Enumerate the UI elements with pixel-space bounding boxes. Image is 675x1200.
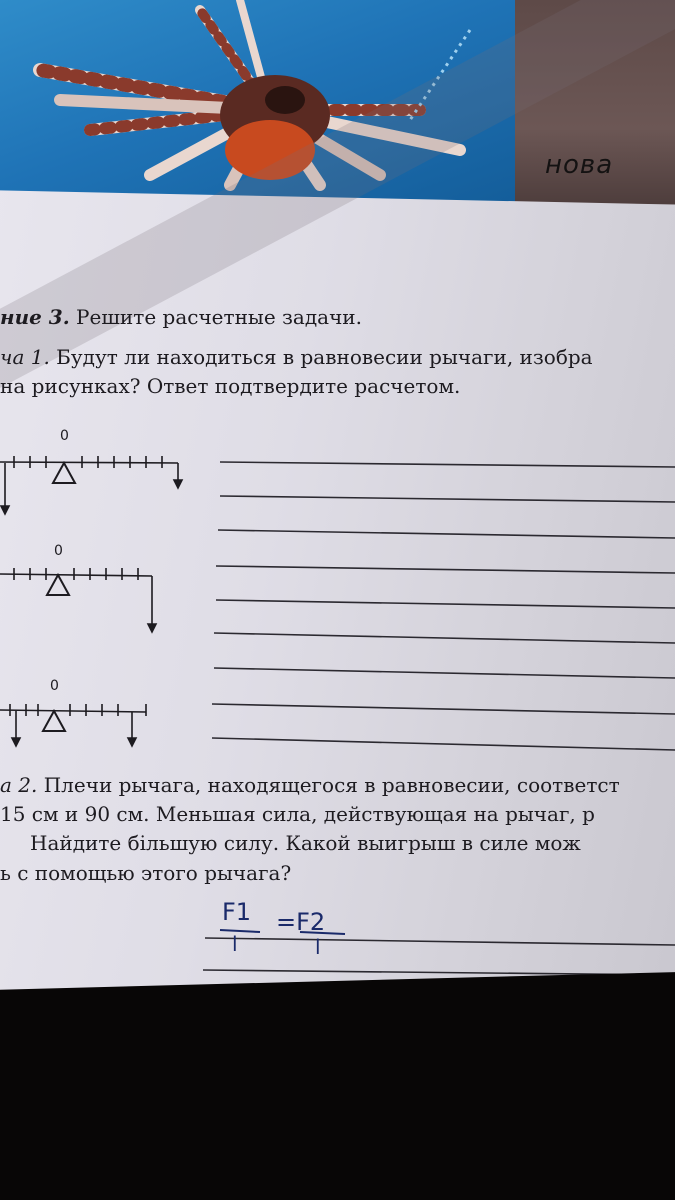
task2-line2: 15 см и 90 см. Меньшая сила, действующая на рычаг, р	[0, 802, 595, 826]
lever-1	[0, 456, 182, 514]
task2-line1: а 2. Плечи рычага, находящегося в равновесии, соответст	[0, 773, 620, 797]
handwritten-l2: l	[315, 935, 321, 959]
task2-line4: ь с помощью этого рычага?	[0, 861, 292, 885]
dark-foreground	[0, 972, 675, 1200]
cover-handwriting: нова	[545, 150, 614, 180]
answer-line	[218, 530, 675, 538]
answer-line	[214, 633, 675, 643]
answer-line	[212, 704, 675, 714]
task2-line3: Найдите бiльшую силу. Какой выигрыш в силе мож	[30, 831, 581, 855]
lever-3	[0, 704, 146, 746]
lever-2	[0, 568, 156, 632]
handwritten-f1: F1	[222, 898, 252, 926]
answer-line	[216, 600, 675, 608]
answer-line	[214, 668, 675, 678]
answer-line	[220, 496, 675, 502]
answer-line	[205, 938, 675, 945]
task1-line1: ча 1. Будут ли находиться в равновесии рычаги, изобра	[0, 345, 593, 369]
answer-line	[216, 566, 675, 573]
lever-3-zero-label: 0	[50, 678, 59, 694]
task1-line2: на рисунках? Ответ подтвердите расчетом.	[0, 374, 461, 398]
answer-line	[212, 738, 675, 750]
task3-heading: ние 3. Решите расчетные задачи.	[0, 305, 362, 329]
handwritten-l1: l	[232, 932, 238, 956]
answer-line	[220, 462, 675, 467]
handwritten-equals-f2: =F2	[276, 908, 326, 936]
lever-1-zero-label: 0	[60, 428, 69, 444]
lever-2-zero-label: 0	[54, 543, 63, 559]
